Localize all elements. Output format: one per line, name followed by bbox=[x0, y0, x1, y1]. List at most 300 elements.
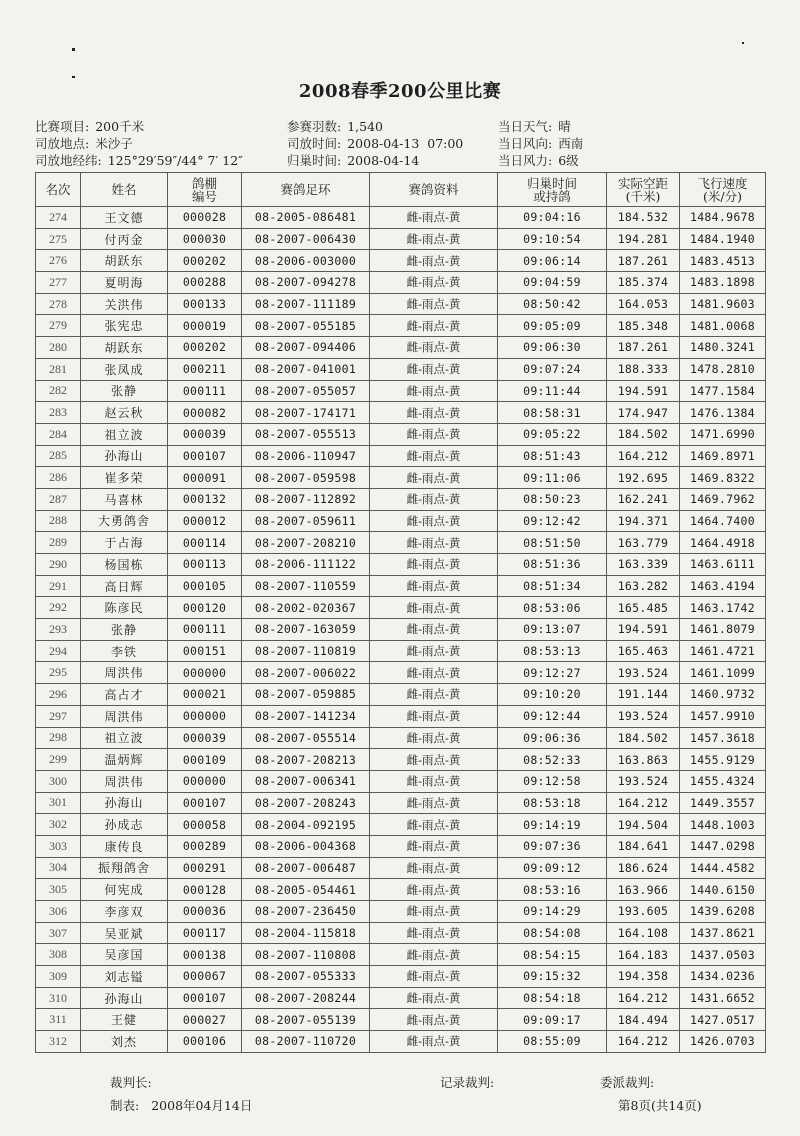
cell-pigeon-info: 雌-雨点-黄 bbox=[370, 640, 498, 662]
wind-force-label: 当日风力: bbox=[498, 153, 553, 168]
cell-rank: 284 bbox=[36, 423, 81, 445]
cell-pigeon-info: 雌-雨点-黄 bbox=[370, 228, 498, 250]
cell-ring: 08-2007-174171 bbox=[242, 402, 370, 424]
cell-arrival-time: 08:51:50 bbox=[498, 532, 607, 554]
cell-ring: 08-2006-003000 bbox=[242, 250, 370, 272]
weather-label: 当日天气: bbox=[498, 119, 553, 134]
cell-name: 杨国栋 bbox=[81, 554, 168, 576]
cell-name: 振翔鸽舍 bbox=[81, 857, 168, 879]
cell-name: 孙海山 bbox=[81, 792, 168, 814]
cell-pigeon-info: 雌-雨点-黄 bbox=[370, 944, 498, 966]
cell-loft-number: 000111 bbox=[168, 380, 242, 402]
table-row bbox=[36, 619, 766, 641]
cell-pigeon-info: 雌-雨点-黄 bbox=[370, 705, 498, 727]
cell-speed: 1463.4194 bbox=[680, 575, 766, 597]
cell-distance: 194.591 bbox=[607, 380, 680, 402]
cell-name: 胡跃东 bbox=[81, 250, 168, 272]
cell-distance: 163.779 bbox=[607, 532, 680, 554]
cell-ring: 08-2007-094278 bbox=[242, 272, 370, 294]
cell-arrival-time: 08:51:43 bbox=[498, 445, 607, 467]
record-referee-label: 记录裁判: bbox=[440, 1075, 495, 1090]
table-row bbox=[36, 1031, 766, 1053]
cell-arrival-time: 08:54:18 bbox=[498, 987, 607, 1009]
table-header-row bbox=[36, 173, 766, 207]
cell-arrival-time: 09:09:12 bbox=[498, 857, 607, 879]
table-row bbox=[36, 770, 766, 792]
cell-arrival-time: 08:50:42 bbox=[498, 293, 607, 315]
cell-name: 温炳辉 bbox=[81, 749, 168, 771]
cell-pigeon-info: 雌-雨点-黄 bbox=[370, 380, 498, 402]
return-date-info bbox=[287, 151, 419, 169]
cell-pigeon-info: 雌-雨点-黄 bbox=[370, 1031, 498, 1053]
cell-ring: 08-2007-111189 bbox=[242, 293, 370, 315]
cell-name: 周洪伟 bbox=[81, 705, 168, 727]
table-row bbox=[36, 901, 766, 923]
cell-rank: 303 bbox=[36, 835, 81, 857]
cell-rank: 302 bbox=[36, 814, 81, 836]
cell-rank: 290 bbox=[36, 554, 81, 576]
header-speed: 飞行速度 (米/分) bbox=[680, 173, 766, 207]
cell-speed: 1427.0517 bbox=[680, 1009, 766, 1031]
cell-loft-number: 000021 bbox=[168, 684, 242, 706]
table-row bbox=[36, 987, 766, 1009]
cell-distance: 164.108 bbox=[607, 922, 680, 944]
cell-speed: 1477.1584 bbox=[680, 380, 766, 402]
cell-loft-number: 000058 bbox=[168, 814, 242, 836]
cell-speed: 1464.4918 bbox=[680, 532, 766, 554]
cell-rank: 308 bbox=[36, 944, 81, 966]
cell-distance: 191.144 bbox=[607, 684, 680, 706]
cell-speed: 1484.1940 bbox=[680, 228, 766, 250]
cell-ring: 08-2007-208244 bbox=[242, 987, 370, 1009]
cell-loft-number: 000128 bbox=[168, 879, 242, 901]
table-row bbox=[36, 250, 766, 272]
scan-speck bbox=[72, 48, 75, 51]
cell-pigeon-info: 雌-雨点-黄 bbox=[370, 727, 498, 749]
appointed-referee-label: 委派裁判: bbox=[600, 1075, 655, 1090]
cell-distance: 194.591 bbox=[607, 619, 680, 641]
cell-loft-number: 000036 bbox=[168, 901, 242, 923]
cell-arrival-time: 09:06:30 bbox=[498, 337, 607, 359]
cell-loft-number: 000107 bbox=[168, 792, 242, 814]
table-row bbox=[36, 228, 766, 250]
cell-distance: 163.282 bbox=[607, 575, 680, 597]
cell-loft-number: 000288 bbox=[168, 272, 242, 294]
cell-pigeon-info: 雌-雨点-黄 bbox=[370, 987, 498, 1009]
page-info: 第8页(共14页) bbox=[618, 1098, 702, 1113]
cell-distance: 164.212 bbox=[607, 792, 680, 814]
cell-name: 祖立波 bbox=[81, 727, 168, 749]
cell-speed: 1461.1099 bbox=[680, 662, 766, 684]
cell-pigeon-info: 雌-雨点-黄 bbox=[370, 554, 498, 576]
cell-arrival-time: 08:53:13 bbox=[498, 640, 607, 662]
cell-speed: 1481.0068 bbox=[680, 315, 766, 337]
cell-speed: 1463.1742 bbox=[680, 597, 766, 619]
cell-ring: 08-2007-112892 bbox=[242, 488, 370, 510]
cell-pigeon-info: 雌-雨点-黄 bbox=[370, 445, 498, 467]
cell-arrival-time: 08:53:06 bbox=[498, 597, 607, 619]
cell-distance: 193.524 bbox=[607, 705, 680, 727]
cell-pigeon-info: 雌-雨点-黄 bbox=[370, 423, 498, 445]
cell-speed: 1431.6652 bbox=[680, 987, 766, 1009]
cell-loft-number: 000138 bbox=[168, 944, 242, 966]
cell-distance: 193.524 bbox=[607, 662, 680, 684]
cell-pigeon-info: 雌-雨点-黄 bbox=[370, 619, 498, 641]
cell-name: 夏明海 bbox=[81, 272, 168, 294]
cell-rank: 289 bbox=[36, 532, 81, 554]
cell-speed: 1484.9678 bbox=[680, 207, 766, 229]
cell-loft-number: 000028 bbox=[168, 207, 242, 229]
results-body bbox=[36, 207, 766, 1053]
prepared-info bbox=[110, 1096, 252, 1114]
table-row bbox=[36, 705, 766, 727]
cell-pigeon-info: 雌-雨点-黄 bbox=[370, 770, 498, 792]
cell-arrival-time: 09:12:27 bbox=[498, 662, 607, 684]
header-pigeon-info: 赛鸽资料 bbox=[370, 173, 498, 207]
cell-loft-number: 000019 bbox=[168, 315, 242, 337]
cell-arrival-time: 09:14:19 bbox=[498, 814, 607, 836]
cell-ring: 08-2007-208210 bbox=[242, 532, 370, 554]
cell-arrival-time: 09:06:36 bbox=[498, 727, 607, 749]
cell-name: 崔多荣 bbox=[81, 467, 168, 489]
cell-rank: 293 bbox=[36, 619, 81, 641]
wind-direction-info bbox=[498, 134, 583, 152]
cell-speed: 1437.0503 bbox=[680, 944, 766, 966]
cell-ring: 08-2007-006430 bbox=[242, 228, 370, 250]
cell-arrival-time: 09:07:36 bbox=[498, 835, 607, 857]
cell-name: 大勇鸽舍 bbox=[81, 510, 168, 532]
header-loft-number: 鸽棚 编号 bbox=[168, 173, 242, 207]
cell-ring: 08-2007-006341 bbox=[242, 770, 370, 792]
cell-arrival-time: 09:14:29 bbox=[498, 901, 607, 923]
cell-rank: 305 bbox=[36, 879, 81, 901]
table-row bbox=[36, 510, 766, 532]
cell-pigeon-info: 雌-雨点-黄 bbox=[370, 814, 498, 836]
cell-ring: 08-2006-111122 bbox=[242, 554, 370, 576]
scan-speck bbox=[742, 42, 744, 44]
cell-name: 张静 bbox=[81, 619, 168, 641]
table-row bbox=[36, 727, 766, 749]
release-time-label: 司放时间: bbox=[287, 136, 342, 151]
cell-ring: 08-2007-059885 bbox=[242, 684, 370, 706]
cell-distance: 184.532 bbox=[607, 207, 680, 229]
cell-loft-number: 000202 bbox=[168, 337, 242, 359]
cell-rank: 312 bbox=[36, 1031, 81, 1053]
cell-rank: 304 bbox=[36, 857, 81, 879]
weather-value: 晴 bbox=[558, 119, 571, 134]
coords-value: 125°29′59″/44° 7′ 12″ bbox=[107, 153, 243, 168]
return-date-value: 2008-04-14 bbox=[347, 153, 420, 168]
cell-ring: 08-2007-141234 bbox=[242, 705, 370, 727]
cell-ring: 08-2005-086481 bbox=[242, 207, 370, 229]
cell-rank: 301 bbox=[36, 792, 81, 814]
cell-name: 吴彦国 bbox=[81, 944, 168, 966]
cell-speed: 1437.8621 bbox=[680, 922, 766, 944]
cell-name: 陈彦民 bbox=[81, 597, 168, 619]
cell-name: 孙成志 bbox=[81, 814, 168, 836]
header-name: 姓名 bbox=[81, 173, 168, 207]
cell-arrival-time: 09:11:06 bbox=[498, 467, 607, 489]
table-row bbox=[36, 922, 766, 944]
cell-name: 胡跃东 bbox=[81, 337, 168, 359]
cell-pigeon-info: 雌-雨点-黄 bbox=[370, 207, 498, 229]
prepared-date: 2008年04月14日 bbox=[151, 1098, 253, 1113]
cell-name: 张凤成 bbox=[81, 358, 168, 380]
cell-rank: 296 bbox=[36, 684, 81, 706]
cell-name: 付丙金 bbox=[81, 228, 168, 250]
cell-pigeon-info: 雌-雨点-黄 bbox=[370, 922, 498, 944]
cell-rank: 292 bbox=[36, 597, 81, 619]
cell-ring: 08-2007-163059 bbox=[242, 619, 370, 641]
cell-speed: 1457.9910 bbox=[680, 705, 766, 727]
table-row bbox=[36, 857, 766, 879]
cell-distance: 164.212 bbox=[607, 445, 680, 467]
cell-loft-number: 000107 bbox=[168, 987, 242, 1009]
cell-ring: 08-2007-055139 bbox=[242, 1009, 370, 1031]
cell-rank: 278 bbox=[36, 293, 81, 315]
cell-rank: 276 bbox=[36, 250, 81, 272]
cell-distance: 184.641 bbox=[607, 835, 680, 857]
cell-speed: 1448.1003 bbox=[680, 814, 766, 836]
cell-distance: 187.261 bbox=[607, 337, 680, 359]
cell-distance: 165.485 bbox=[607, 597, 680, 619]
cell-ring: 08-2007-006487 bbox=[242, 857, 370, 879]
cell-distance: 174.947 bbox=[607, 402, 680, 424]
cell-loft-number: 000291 bbox=[168, 857, 242, 879]
cell-loft-number: 000106 bbox=[168, 1031, 242, 1053]
cell-distance: 163.863 bbox=[607, 749, 680, 771]
cell-arrival-time: 09:07:24 bbox=[498, 358, 607, 380]
cell-pigeon-info: 雌-雨点-黄 bbox=[370, 250, 498, 272]
cell-arrival-time: 08:53:16 bbox=[498, 879, 607, 901]
table-row bbox=[36, 792, 766, 814]
cell-ring: 08-2007-041001 bbox=[242, 358, 370, 380]
cell-pigeon-info: 雌-雨点-黄 bbox=[370, 575, 498, 597]
cell-speed: 1447.0298 bbox=[680, 835, 766, 857]
cell-name: 于占海 bbox=[81, 532, 168, 554]
cell-speed: 1455.4324 bbox=[680, 770, 766, 792]
cell-speed: 1469.7962 bbox=[680, 488, 766, 510]
cell-pigeon-info: 雌-雨点-黄 bbox=[370, 597, 498, 619]
cell-distance: 164.183 bbox=[607, 944, 680, 966]
cell-name: 关洪伟 bbox=[81, 293, 168, 315]
cell-pigeon-info: 雌-雨点-黄 bbox=[370, 532, 498, 554]
cell-speed: 1469.8971 bbox=[680, 445, 766, 467]
cell-pigeon-info: 雌-雨点-黄 bbox=[370, 510, 498, 532]
table-row bbox=[36, 445, 766, 467]
table-row bbox=[36, 684, 766, 706]
cell-distance: 193.605 bbox=[607, 901, 680, 923]
cell-rank: 309 bbox=[36, 966, 81, 988]
cell-loft-number: 000030 bbox=[168, 228, 242, 250]
table-row bbox=[36, 966, 766, 988]
cell-loft-number: 000202 bbox=[168, 250, 242, 272]
table-row bbox=[36, 423, 766, 445]
cell-speed: 1457.3618 bbox=[680, 727, 766, 749]
cell-speed: 1444.4582 bbox=[680, 857, 766, 879]
cell-arrival-time: 09:12:58 bbox=[498, 770, 607, 792]
cell-ring: 08-2007-110808 bbox=[242, 944, 370, 966]
cell-pigeon-info: 雌-雨点-黄 bbox=[370, 402, 498, 424]
cell-speed: 1461.8079 bbox=[680, 619, 766, 641]
cell-arrival-time: 09:11:44 bbox=[498, 380, 607, 402]
cell-loft-number: 000211 bbox=[168, 358, 242, 380]
cell-loft-number: 000132 bbox=[168, 488, 242, 510]
cell-distance: 193.524 bbox=[607, 770, 680, 792]
wind-force-value: 6级 bbox=[558, 153, 579, 168]
cell-distance: 188.333 bbox=[607, 358, 680, 380]
cell-arrival-time: 09:15:32 bbox=[498, 966, 607, 988]
cell-name: 张静 bbox=[81, 380, 168, 402]
cell-arrival-time: 09:12:42 bbox=[498, 510, 607, 532]
coords-label: 司放地经纬: bbox=[35, 153, 102, 168]
cell-speed: 1439.6208 bbox=[680, 901, 766, 923]
cell-pigeon-info: 雌-雨点-黄 bbox=[370, 857, 498, 879]
cell-speed: 1471.6990 bbox=[680, 423, 766, 445]
cell-rank: 311 bbox=[36, 1009, 81, 1031]
cell-distance: 194.504 bbox=[607, 814, 680, 836]
cell-name: 刘杰 bbox=[81, 1031, 168, 1053]
cell-name: 李铁 bbox=[81, 640, 168, 662]
cell-ring: 08-2007-055185 bbox=[242, 315, 370, 337]
pigeons-info bbox=[287, 117, 383, 135]
cell-distance: 184.502 bbox=[607, 423, 680, 445]
cell-arrival-time: 09:09:17 bbox=[498, 1009, 607, 1031]
table-row bbox=[36, 749, 766, 771]
cell-ring: 08-2007-208243 bbox=[242, 792, 370, 814]
cell-arrival-time: 09:10:20 bbox=[498, 684, 607, 706]
cell-pigeon-info: 雌-雨点-黄 bbox=[370, 662, 498, 684]
cell-speed: 1426.0703 bbox=[680, 1031, 766, 1053]
cell-rank: 286 bbox=[36, 467, 81, 489]
cell-loft-number: 000012 bbox=[168, 510, 242, 532]
cell-distance: 186.624 bbox=[607, 857, 680, 879]
cell-arrival-time: 09:04:59 bbox=[498, 272, 607, 294]
header-arrival-time: 归巢时间 或持鸽 bbox=[498, 173, 607, 207]
cell-name: 吴亚斌 bbox=[81, 922, 168, 944]
release-site-info bbox=[35, 134, 133, 152]
cell-name: 康传良 bbox=[81, 835, 168, 857]
table-row bbox=[36, 467, 766, 489]
table-row bbox=[36, 1009, 766, 1031]
cell-loft-number: 000289 bbox=[168, 835, 242, 857]
cell-distance: 187.261 bbox=[607, 250, 680, 272]
table-row bbox=[36, 337, 766, 359]
cell-speed: 1460.9732 bbox=[680, 684, 766, 706]
wind-direction-value: 西南 bbox=[558, 136, 584, 151]
cell-rank: 306 bbox=[36, 901, 81, 923]
table-row bbox=[36, 272, 766, 294]
pigeons-label: 参赛羽数: bbox=[287, 119, 342, 134]
cell-name: 王文德 bbox=[81, 207, 168, 229]
cell-loft-number: 000151 bbox=[168, 640, 242, 662]
cell-rank: 299 bbox=[36, 749, 81, 771]
cell-speed: 1481.9603 bbox=[680, 293, 766, 315]
header-distance: 实际空距 (千米) bbox=[607, 173, 680, 207]
cell-distance: 194.358 bbox=[607, 966, 680, 988]
cell-distance: 194.371 bbox=[607, 510, 680, 532]
cell-distance: 164.212 bbox=[607, 987, 680, 1009]
cell-name: 赵云秋 bbox=[81, 402, 168, 424]
cell-speed: 1469.8322 bbox=[680, 467, 766, 489]
cell-ring: 08-2007-055057 bbox=[242, 380, 370, 402]
table-row bbox=[36, 402, 766, 424]
table-row bbox=[36, 597, 766, 619]
cell-loft-number: 000000 bbox=[168, 770, 242, 792]
cell-name: 张宪忠 bbox=[81, 315, 168, 337]
cell-rank: 280 bbox=[36, 337, 81, 359]
cell-loft-number: 000039 bbox=[168, 423, 242, 445]
cell-distance: 194.281 bbox=[607, 228, 680, 250]
cell-rank: 287 bbox=[36, 488, 81, 510]
release-site-value: 米沙子 bbox=[95, 136, 133, 151]
cell-speed: 1483.1898 bbox=[680, 272, 766, 294]
cell-name: 王健 bbox=[81, 1009, 168, 1031]
cell-ring: 08-2002-020367 bbox=[242, 597, 370, 619]
table-row bbox=[36, 879, 766, 901]
cell-distance: 163.339 bbox=[607, 554, 680, 576]
cell-distance: 165.463 bbox=[607, 640, 680, 662]
cell-pigeon-info: 雌-雨点-黄 bbox=[370, 792, 498, 814]
cell-speed: 1483.4513 bbox=[680, 250, 766, 272]
coords-info bbox=[35, 151, 243, 169]
cell-arrival-time: 08:53:18 bbox=[498, 792, 607, 814]
cell-arrival-time: 08:51:36 bbox=[498, 554, 607, 576]
cell-distance: 185.348 bbox=[607, 315, 680, 337]
cell-name: 李彦双 bbox=[81, 901, 168, 923]
cell-arrival-time: 09:10:54 bbox=[498, 228, 607, 250]
cell-name: 刘志镒 bbox=[81, 966, 168, 988]
event-label: 比赛项目: bbox=[35, 119, 90, 134]
cell-pigeon-info: 雌-雨点-黄 bbox=[370, 337, 498, 359]
release-time-info bbox=[287, 134, 463, 152]
cell-rank: 279 bbox=[36, 315, 81, 337]
cell-ring: 08-2007-055333 bbox=[242, 966, 370, 988]
cell-arrival-time: 09:06:14 bbox=[498, 250, 607, 272]
cell-arrival-time: 09:05:22 bbox=[498, 423, 607, 445]
page-title: 2008春季200公里比赛 bbox=[298, 81, 502, 102]
cell-loft-number: 000117 bbox=[168, 922, 242, 944]
cell-rank: 294 bbox=[36, 640, 81, 662]
header-ring: 赛鸽足环 bbox=[242, 173, 370, 207]
event-value: 200千米 bbox=[95, 119, 145, 134]
cell-name: 祖立波 bbox=[81, 423, 168, 445]
cell-rank: 283 bbox=[36, 402, 81, 424]
table-row bbox=[36, 380, 766, 402]
header-rank: 名次 bbox=[36, 173, 81, 207]
cell-arrival-time: 08:55:09 bbox=[498, 1031, 607, 1053]
table-row bbox=[36, 315, 766, 337]
cell-distance: 184.502 bbox=[607, 727, 680, 749]
cell-ring: 08-2007-059598 bbox=[242, 467, 370, 489]
cell-loft-number: 000000 bbox=[168, 662, 242, 684]
cell-pigeon-info: 雌-雨点-黄 bbox=[370, 1009, 498, 1031]
release-time-value: 2008-04-13 07:00 bbox=[347, 136, 464, 151]
cell-ring: 08-2006-110947 bbox=[242, 445, 370, 467]
table-row bbox=[36, 358, 766, 380]
cell-loft-number: 000105 bbox=[168, 575, 242, 597]
table-row bbox=[36, 662, 766, 684]
table-row bbox=[36, 575, 766, 597]
cell-rank: 297 bbox=[36, 705, 81, 727]
prepared-label: 制表: bbox=[110, 1098, 140, 1113]
cell-ring: 08-2004-092195 bbox=[242, 814, 370, 836]
cell-loft-number: 000027 bbox=[168, 1009, 242, 1031]
cell-ring: 08-2007-094406 bbox=[242, 337, 370, 359]
cell-loft-number: 000109 bbox=[168, 749, 242, 771]
cell-arrival-time: 08:54:08 bbox=[498, 922, 607, 944]
cell-name: 高占才 bbox=[81, 684, 168, 706]
